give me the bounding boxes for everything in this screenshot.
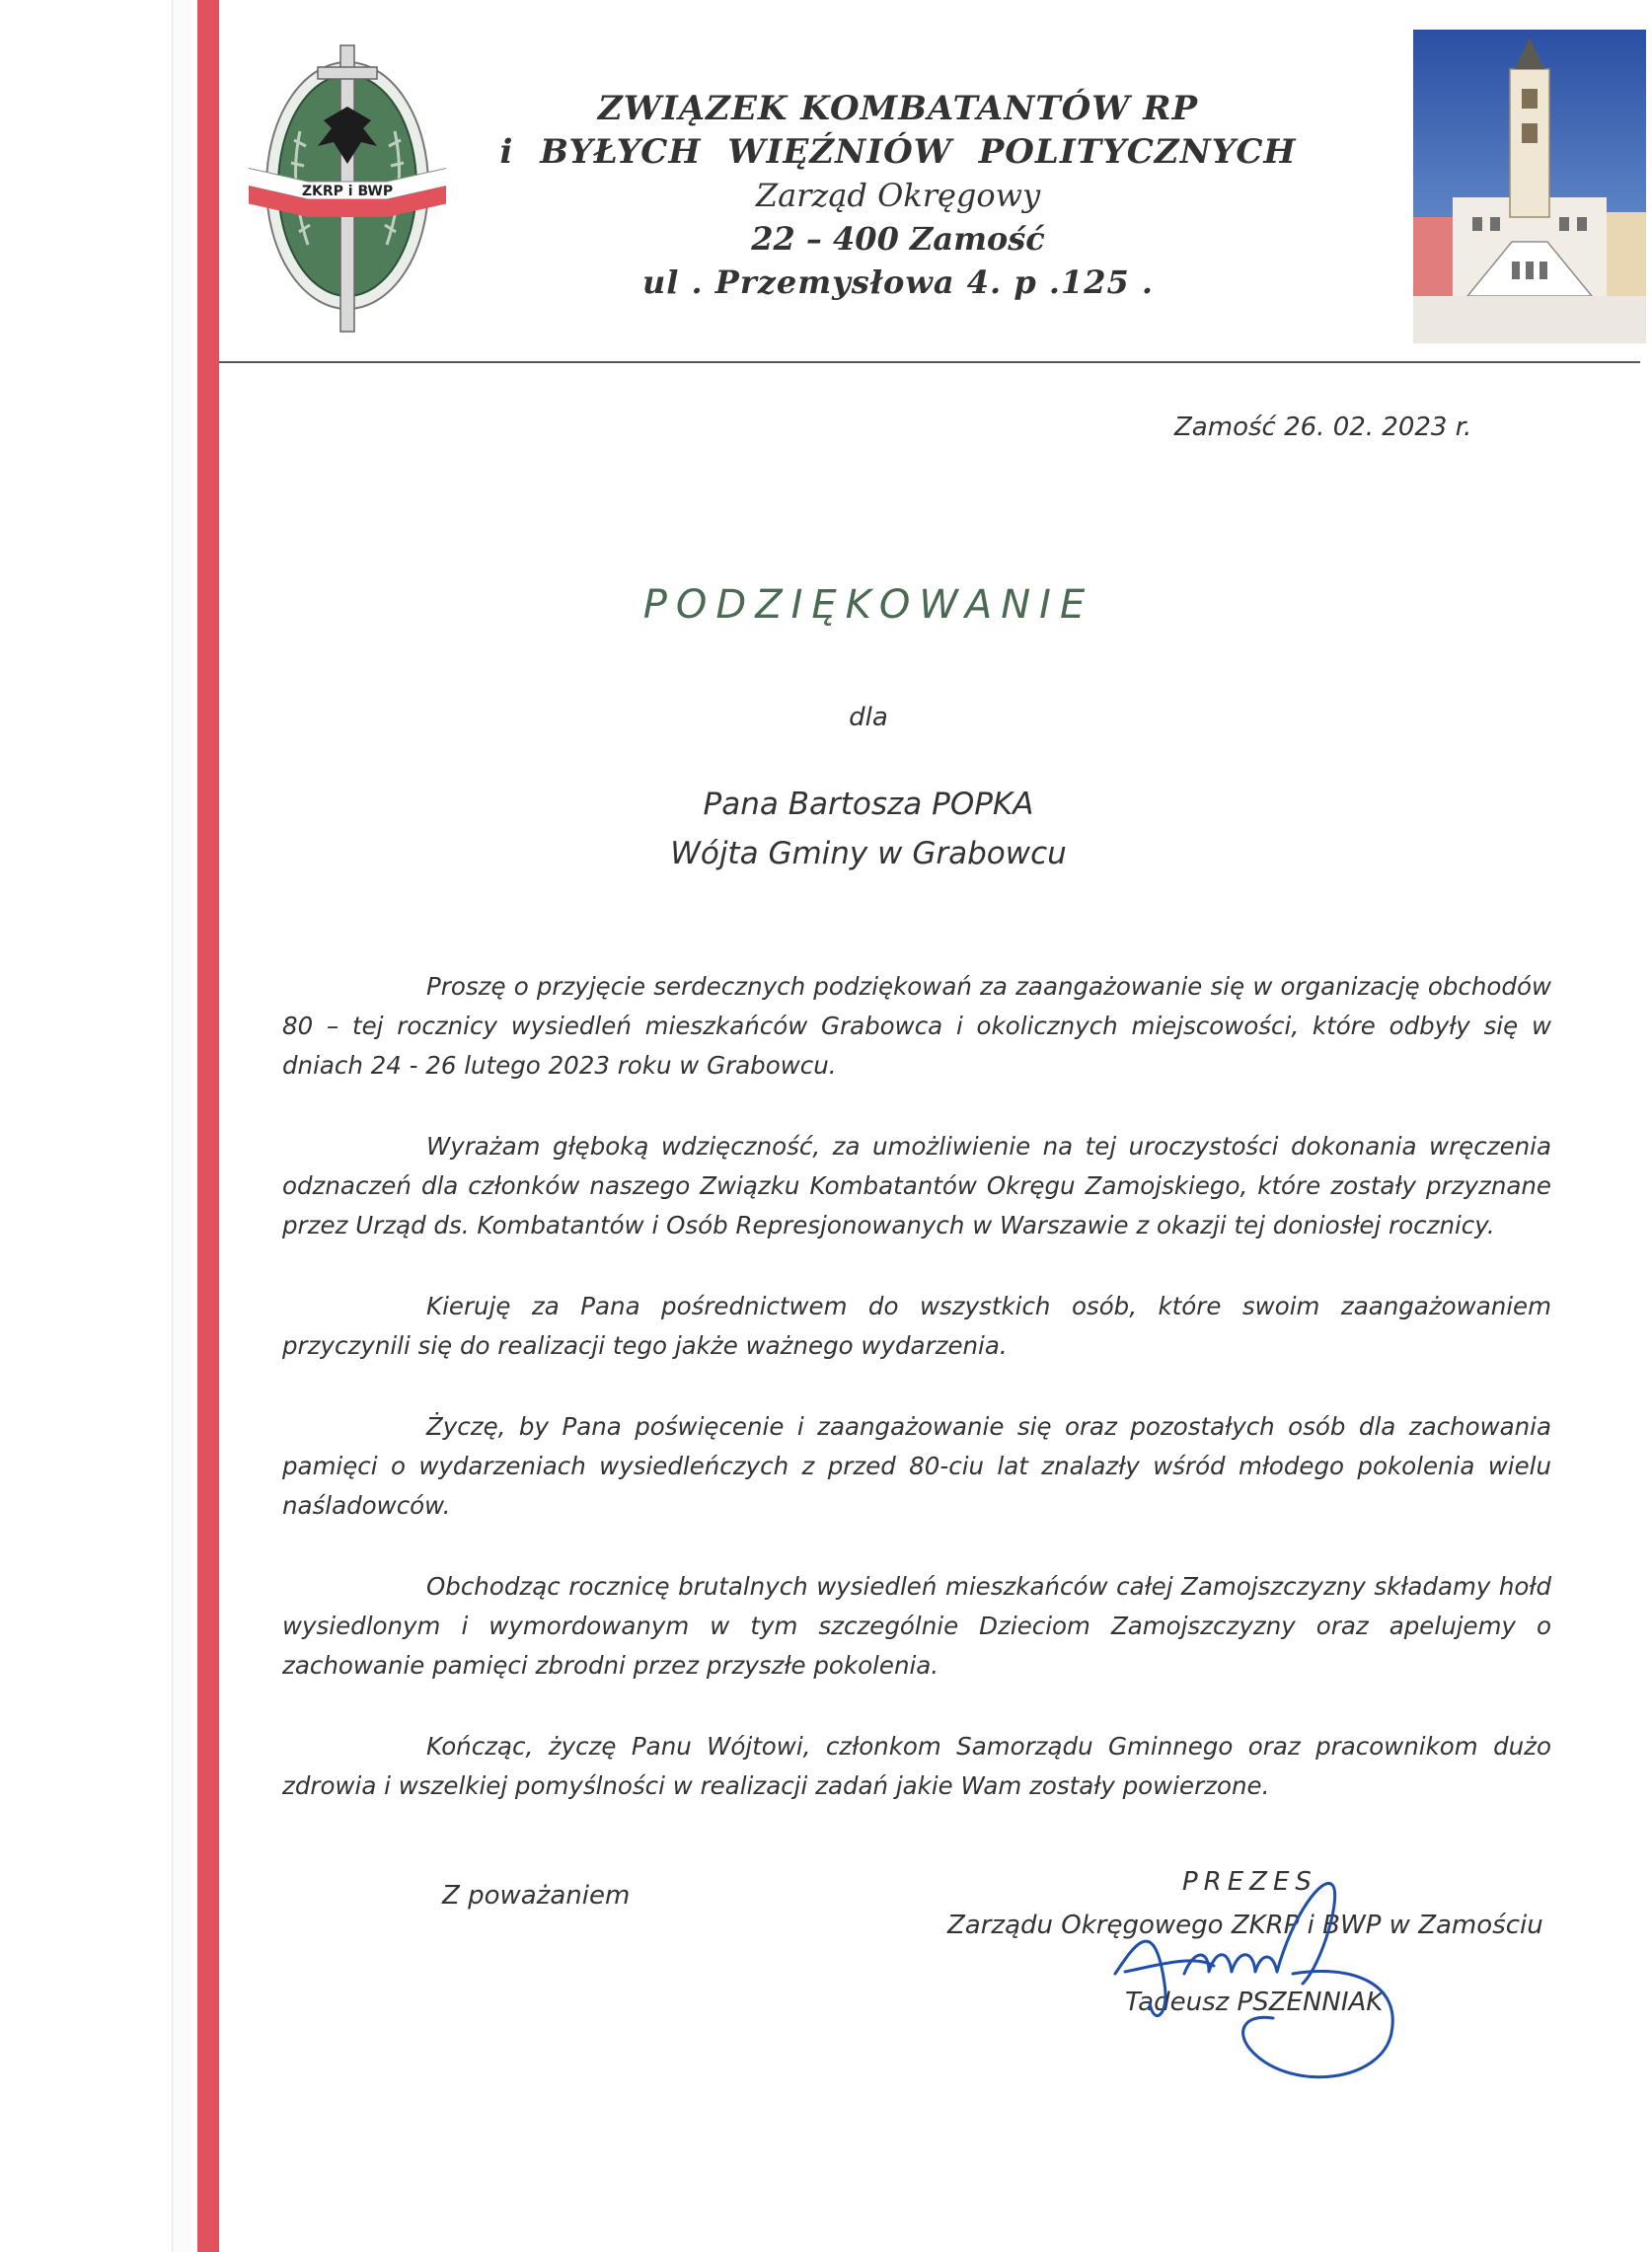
recipient-name: Pana Bartosza POPKA [703, 787, 1034, 822]
signatory-organization: Zarządu Okręgowego ZKRP i BWP w Zamościu [947, 1911, 1543, 1940]
zamosc-town-hall-photo [1413, 30, 1646, 343]
letterhead-line-2: i BYŁYCH WIĘŹNIÓW POLITYCZNYCH [499, 132, 1297, 172]
handwritten-signature [1095, 1855, 1451, 2092]
paragraph-4: Życzę, by Pana poświęcenie i zaangażowanie się oraz pozostałych osób dla zachowania pamięci o wydarzeniach wysiedleńczych z przed 80-ciu lat znalazły wśród młodego pokolenia wielu naśladowców. [282, 1412, 1551, 1520]
margin-stripe-white [172, 0, 192, 2252]
header-divider [219, 361, 1640, 363]
zkrp-emblem-logo [249, 38, 446, 334]
emblem-label: ZKRP i BWP [301, 184, 394, 199]
paragraph-2: Wyrażam głęboką wdzięczność, za umożliwienie na tej uroczystości dokonania wręczenia odznaczeń dla członków naszego Związku Kombatantów Okręgu Zamojskiego, które zostały przyznane przez Urząd ds. Kombatantów i Osób Represjonowanych w Warszawie z okazji tej doniosłej rocznicy. [282, 1132, 1551, 1239]
dla-label: dla [849, 703, 888, 732]
signatory-name: Tadeusz PSZENNIAK [1125, 1988, 1384, 2017]
margin-stripe-red [197, 0, 219, 2252]
letterhead-line-4: 22 – 400 Zamość [751, 220, 1045, 258]
paragraph-1: Proszę o przyjęcie serdecznych podziękowań za zaangażowanie się w organizację obchodów 80 – tej rocznicy wysiedleń mieszkańców Grabowca i okolicznych miejscowości, które odbyły się w dniach 24 - 26 lutego 2023 roku w Grabowcu. [282, 972, 1551, 1080]
paragraph-3: Kieruję za Pana pośrednictwem do wszystkich osób, które swoim zaangażowaniem przyczynili się do realizacji tego jakże ważnego wydarzenia. [282, 1292, 1551, 1360]
letterhead-line-1: ZWIĄZEK KOMBATANTÓW RP [597, 89, 1199, 128]
letter-title: PODZIĘKOWANIE [642, 582, 1094, 628]
signatory-title: PREZES [1182, 1867, 1317, 1897]
paragraph-6: Kończąc, życzę Panu Wójtowi, członkom Samorządu Gminnego oraz pracownikom dużo zdrowia i wszelkiej pomyślności w realizacji zadań jakie Wam zostały powierzone. [282, 1732, 1551, 1800]
letter-body [282, 967, 1551, 1847]
letter-date: Zamość 26. 02. 2023 r. [1174, 413, 1472, 442]
letterhead-line-5: ul . Przemysłowa 4. p .125 . [641, 263, 1155, 301]
recipient-block [493, 780, 1243, 878]
letterhead-line-3: Zarząd Okręgowy [755, 177, 1041, 214]
letterhead [474, 87, 1322, 304]
recipient-title: Wójta Gminy w Grabowcu [670, 836, 1067, 871]
closing-salutation: Z poważaniem [442, 1881, 631, 1911]
paragraph-5: Obchodząc rocznicę brutalnych wysiedleń mieszkańców całej Zamojszczyzny składamy hołd wysiedlonym i wymordowanym w tym szczególnie Dzieciom Zamojszczyzny oraz apelujemy o zachowanie pamięci zbrodni przez przyszłe pokolenia. [282, 1572, 1551, 1680]
